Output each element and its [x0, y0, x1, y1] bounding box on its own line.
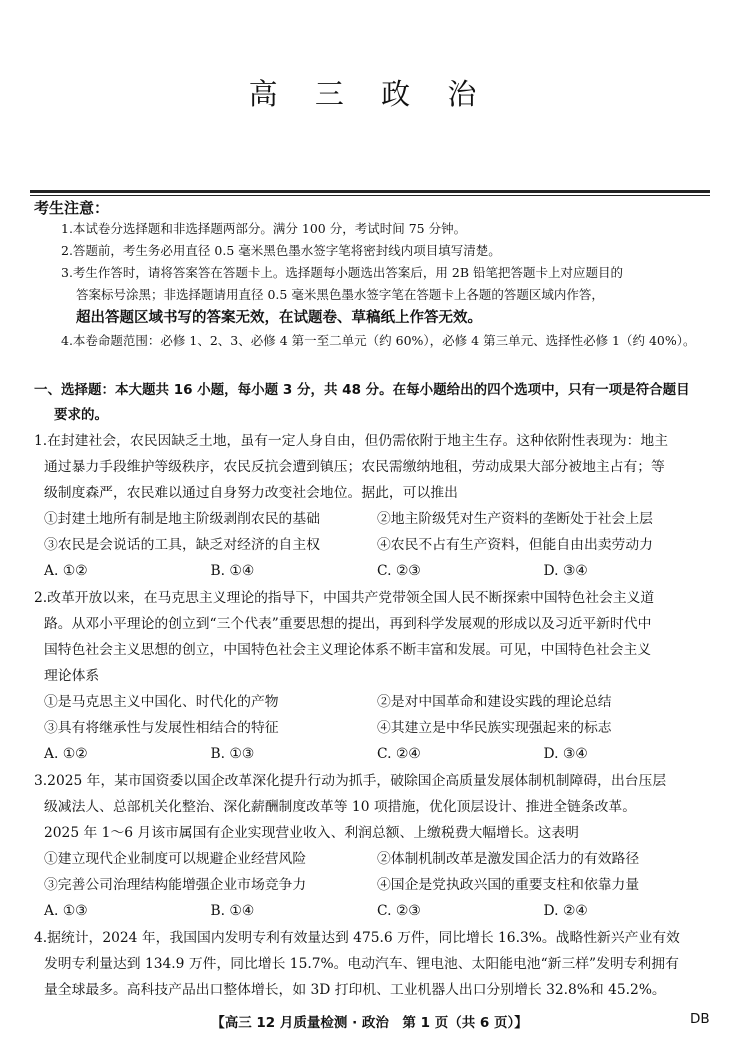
answer-choice: B. ①④ — [210, 563, 255, 579]
answer-choice: D. ③④ — [543, 746, 588, 762]
notice-item: 2.答题前，考生务必用直径 0.5 毫米黑色墨水签字笔将密封线内项目填写清楚。 — [61, 243, 501, 258]
answer-choice: C. ②③ — [377, 563, 421, 579]
question-stem-line: 通过暴力手段维护等级秩序，农民反抗会遭到镇压；农民需缴纳地租，劳动成果大部分被地主占有；等 — [44, 459, 665, 475]
statement-option: ①封建土地所有制是地主阶级剥削农民的基础 — [44, 511, 320, 527]
answer-choice: A. ①② — [44, 563, 88, 579]
answer-choice: D. ②④ — [543, 903, 588, 919]
section-heading-line: 要求的。 — [54, 407, 108, 423]
statement-option: ②地主阶级凭对生产资料的垄断处于社会上层 — [377, 511, 653, 527]
question-stem-line: 级减法人、总部机关化整治、深化薪酬制度改革等 10 项措施，优化顶层设计、推进全链条改革。 — [44, 799, 636, 815]
answer-choice: C. ②④ — [377, 746, 421, 762]
statement-option: ③农民是会说话的工具，缺乏对经济的自主权 — [44, 537, 320, 553]
section-heading-line: 一、选择题：本大题共 16 小题，每小题 3 分，共 48 分。在每小题给出的四个选项中，只有一项是符合题目 — [34, 382, 690, 398]
statement-option: ①是马克思主义中国化、时代化的产物 — [44, 694, 279, 710]
notice-item-emphasis: 超出答题区域书写的答案无效，在试题卷、草稿纸上作答无效。 — [76, 310, 482, 326]
notice-item: 答案标号涂黑；非选择题请用直径 0.5 毫米黑色墨水签字笔在答题卡上各题的答题区域内作答， — [76, 287, 604, 302]
paper-code: DB — [690, 1011, 710, 1027]
notice-heading: 考生注意： — [34, 199, 110, 217]
statement-option: ③具有将继承性与发展性相结合的特征 — [44, 720, 279, 736]
question-stem-line: 级制度森严，农民难以通过自身努力改变社会地位。据此，可以推出 — [44, 485, 458, 501]
section-heading — [34, 378, 714, 428]
question-stem-line: 国特色社会主义思想的创立，中国特色社会主义理论体系不断丰富和发展。可见，中国特色社会主义 — [44, 642, 652, 658]
notice-item: 4.本卷命题范围：必修 1、2、3、必修 4 第一至二单元（约 60%），必修 4 第三单元、选择性必修 1（约 40%）。 — [61, 333, 696, 348]
answer-choice: B. ①④ — [210, 903, 255, 919]
question-stem-line: 4.据统计，2024 年，我国国内发明专利有效量达到 475.6 万件，同比增长 16.3%。战略性新兴产业有效 — [34, 930, 680, 946]
page-title: 高 三 政 治 — [248, 77, 491, 111]
question-stem-line: 2.改革开放以来，在马克思主义理论的指导下，中国共产党带领全国人民不断探索中国特色社会主义道 — [34, 590, 655, 606]
question-stem-line: 发明专利量达到 134.9 万件，同比增长 15.7%。电动汽车、锂电池、太阳能电池“新三样”发明专利拥有 — [44, 956, 679, 972]
statement-option: ④农民不占有生产资料，但能自由出卖劳动力 — [377, 537, 653, 553]
answer-choice: A. ①② — [44, 746, 88, 762]
answer-choice: D. ③④ — [543, 563, 588, 579]
question-stem-line: 2025 年 1～6 月该市属国有企业实现营业收入、利润总额、上缴税费大幅增长。这表明 — [44, 825, 579, 841]
question-stem-line: 理论体系 — [44, 668, 100, 684]
statement-option: ②是对中国革命和建设实践的理论总结 — [377, 694, 612, 710]
page-footer: 【高三 12 月质量检测 · 政治 第 1 页（共 6 页）】 — [211, 1015, 528, 1031]
statement-option: ④其建立是中华民族实现强起来的标志 — [377, 720, 612, 736]
answer-choice: B. ①③ — [210, 746, 255, 762]
question-3 — [34, 768, 710, 924]
question-stem-line: 1.在封建社会，农民因缺乏土地，虽有一定人身自由，但仍需依附于地主生存。这种依附性表现为：地主 — [34, 433, 669, 449]
statement-option: ①建立现代企业制度可以规避企业经营风险 — [44, 851, 307, 867]
header-divider — [30, 190, 710, 193]
question-4 — [34, 925, 710, 1003]
answer-choice: C. ②③ — [377, 903, 421, 919]
statement-option: ③完善公司治理结构能增强企业市场竞争力 — [44, 877, 307, 893]
question-stem-line: 路。从邓小平理论的创立到“三个代表”重要思想的提出，再到科学发展观的形成以及习近平新时代中 — [44, 616, 652, 632]
question-1 — [34, 428, 710, 584]
notice-item: 1.本试卷分选择题和非选择题两部分。满分 100 分，考试时间 75 分钟。 — [61, 221, 467, 236]
answer-choice: A. ①③ — [44, 903, 88, 919]
question-stem-line: 3.2025 年，某市国资委以国企改革深化提升行动为抓手，破除国企高质量发展体制机制障碍，出台压层 — [34, 773, 667, 789]
question-2 — [34, 585, 710, 767]
notice-item: 3.考生作答时，请将答案答在答题卡上。选择题每小题选出答案后，用 2B 铅笔把答题卡上对应题目的 — [61, 265, 624, 280]
notice-block — [34, 198, 714, 352]
statement-option: ④国企是党执政兴国的重要支柱和依靠力量 — [377, 877, 640, 893]
statement-option: ②体制机制改革是激发国企活力的有效路径 — [377, 851, 640, 867]
question-stem-line: 量全球最多。高科技产品出口整体增长，如 3D 打印机、工业机器人出口分别增长 32.8%和 45.2%。 — [44, 982, 666, 998]
header-divider-thin — [30, 195, 710, 196]
